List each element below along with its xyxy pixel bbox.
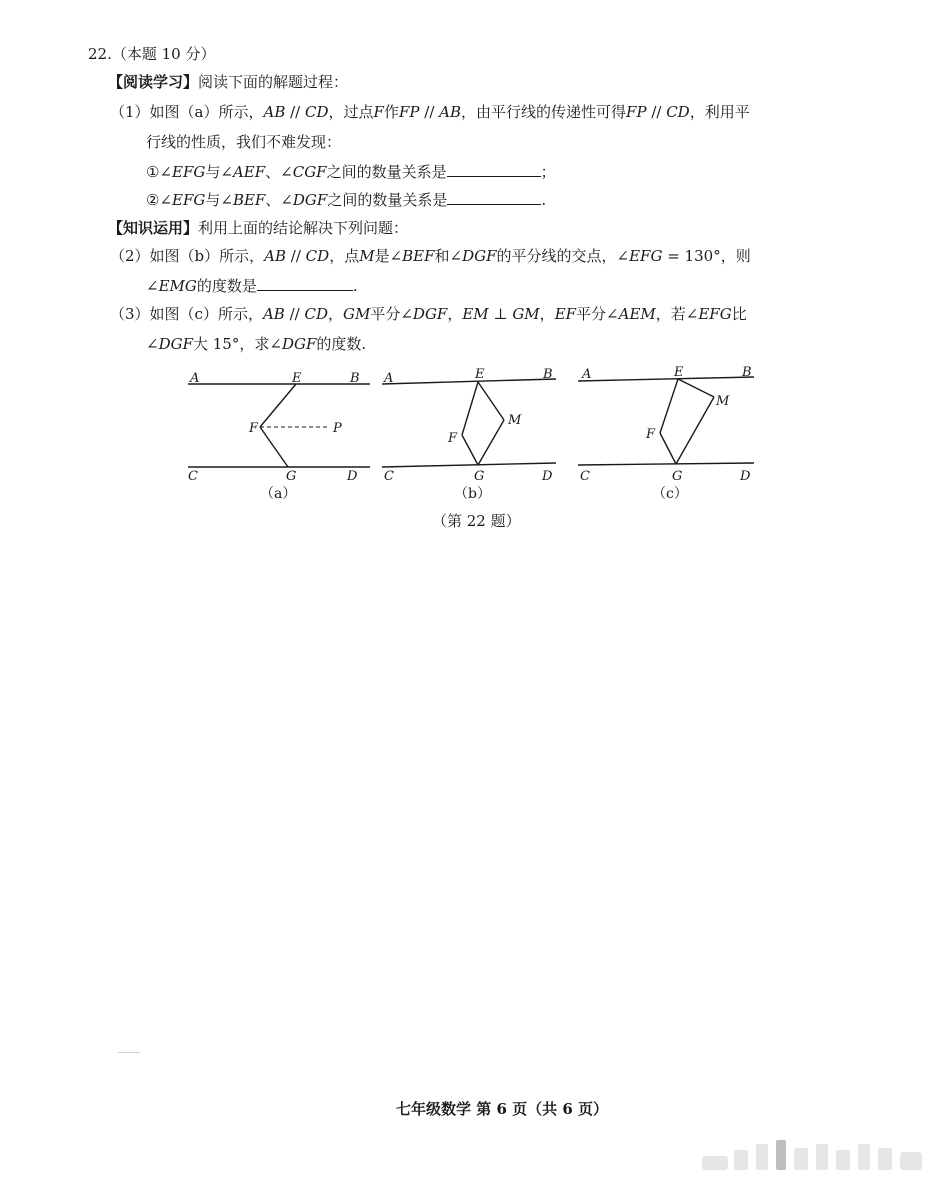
text: ， xyxy=(327,305,343,323)
text: 的平分线的交点，∠ xyxy=(496,247,630,265)
text: CD xyxy=(305,103,329,121)
text: 作 xyxy=(383,103,399,121)
label-g-c: G xyxy=(672,469,683,484)
figure-caption: （第 22 题） xyxy=(432,512,521,530)
caption-c: （c） xyxy=(652,486,688,502)
label-a-a: A xyxy=(190,371,200,386)
question-number: 22. xyxy=(88,45,112,63)
text: 是∠ xyxy=(374,247,403,265)
segment-fg-a xyxy=(260,427,288,467)
label-f-b: F xyxy=(448,431,458,446)
caption-a: （a） xyxy=(260,486,297,502)
text: DGF xyxy=(412,305,448,323)
text: // xyxy=(284,305,305,323)
page-footer: 七年级数学 第 6 页（共 6 页） xyxy=(396,1100,608,1118)
text: EFG xyxy=(172,191,206,209)
text: 平分∠ xyxy=(576,305,619,323)
answer-blank-3[interactable] xyxy=(257,276,353,291)
text: = 130°，则 xyxy=(662,247,751,265)
text: DGF xyxy=(158,335,193,353)
text: // xyxy=(419,103,440,121)
text: ，若∠ xyxy=(655,305,699,323)
segment-em-b xyxy=(478,382,504,420)
label-e-a: E xyxy=(292,371,302,386)
text: AB xyxy=(263,103,286,121)
figure-c xyxy=(578,365,754,502)
label-e-b: E xyxy=(475,367,485,382)
segment-gm-c xyxy=(676,397,714,464)
segment-ef-b xyxy=(462,382,478,435)
text: 比 xyxy=(731,305,747,323)
text: （1）如图（a）所示， xyxy=(110,103,264,121)
reading-header-line xyxy=(108,72,348,92)
line-cd-b xyxy=(382,463,556,467)
text: AEF xyxy=(232,163,266,181)
answer-blank-2[interactable] xyxy=(447,190,541,205)
text: ①∠ xyxy=(146,163,173,181)
segment-fg-b xyxy=(462,435,478,465)
text: ⊥ xyxy=(488,305,513,323)
text: ②∠ xyxy=(146,191,173,209)
text: DGF xyxy=(281,335,317,353)
label-g-b: G xyxy=(474,469,485,484)
part1-line1 xyxy=(110,102,750,122)
figure-a xyxy=(188,371,370,502)
label-d-c: D xyxy=(740,469,751,484)
item1-line xyxy=(146,162,556,182)
text: // xyxy=(646,103,667,121)
text: AB xyxy=(262,305,285,323)
text: （2）如图（b）所示， xyxy=(110,247,265,265)
apply-header-line xyxy=(108,218,408,238)
label-p-a: P xyxy=(333,421,342,436)
label-c-a: C xyxy=(188,469,198,484)
item2-line xyxy=(146,190,546,210)
text: DGF xyxy=(292,191,328,209)
label-g-a: G xyxy=(286,469,297,484)
text: // xyxy=(285,103,306,121)
label-e-c: E xyxy=(674,365,684,380)
segment-gm-b xyxy=(478,420,504,465)
text: BEF xyxy=(232,191,266,209)
text: GM xyxy=(343,305,371,323)
text: F xyxy=(373,103,384,121)
text: . xyxy=(541,191,547,209)
label-m-b: M xyxy=(508,413,522,428)
part2-line2 xyxy=(146,276,358,296)
line-ab-c xyxy=(578,377,754,381)
part1-line2: 行线的性质，我们不难发现： xyxy=(146,133,342,151)
text: ， xyxy=(447,305,463,323)
text: EFG xyxy=(629,247,663,265)
text: ，过点 xyxy=(328,103,374,121)
text: GM xyxy=(512,305,540,323)
text: CGF xyxy=(292,163,327,181)
text: 之间的数量关系是 xyxy=(326,163,447,181)
text: 的度数. xyxy=(316,335,367,353)
text: M xyxy=(359,247,375,265)
label-b-c: B xyxy=(742,365,752,380)
text: 、∠ xyxy=(265,163,293,181)
apply-intro: 利用上面的结论解决下列问题： xyxy=(198,219,409,237)
text: CD xyxy=(304,305,328,323)
label-f-a: F xyxy=(249,421,259,436)
part3-line2 xyxy=(146,334,366,354)
text: ； xyxy=(540,163,556,181)
segment-ef-c xyxy=(660,379,678,433)
label-d-a: D xyxy=(347,469,358,484)
reading-intro: 阅读下面的解题过程： xyxy=(198,73,349,91)
text: ， xyxy=(539,305,555,323)
caption-b: （b） xyxy=(454,486,491,502)
segment-ef-a xyxy=(260,384,296,427)
text: BEF xyxy=(402,247,435,265)
label-d-b: D xyxy=(542,469,553,484)
line-ab-b xyxy=(382,379,556,384)
text: 、∠ xyxy=(265,191,293,209)
text: EFG xyxy=(698,305,732,323)
line-cd-c xyxy=(578,463,754,465)
text: 的度数是 xyxy=(196,277,257,295)
segment-em-c xyxy=(678,379,714,397)
text: ∠ xyxy=(146,277,159,295)
label-f-c: F xyxy=(646,427,656,442)
segment-fg-c xyxy=(660,433,676,464)
text: 之间的数量关系是 xyxy=(327,191,448,209)
figures-group xyxy=(180,362,770,510)
question-score: （本题 10 分） xyxy=(111,45,216,63)
text: ，由平行线的传递性可得 xyxy=(461,103,627,121)
label-m-c: M xyxy=(716,394,730,409)
label-b-b: B xyxy=(543,367,553,382)
text: // xyxy=(286,247,306,265)
text: CD xyxy=(305,247,330,265)
text: . xyxy=(352,277,358,295)
label-c-c: C xyxy=(580,469,590,484)
text: 与∠ xyxy=(205,191,233,209)
text: EFG xyxy=(172,163,206,181)
apply-header: 【知识运用】 xyxy=(108,219,199,237)
text: 平分∠ xyxy=(370,305,413,323)
text: 和∠ xyxy=(434,247,463,265)
text: 与∠ xyxy=(205,163,233,181)
text: EM xyxy=(462,305,489,323)
part2-line1 xyxy=(110,246,751,266)
text: CD xyxy=(666,103,690,121)
figure-b xyxy=(382,367,556,502)
text: AB xyxy=(264,247,287,265)
text: 大 15°，求∠ xyxy=(193,335,282,353)
text: FP xyxy=(626,103,647,121)
text: DGF xyxy=(462,247,497,265)
text: FP xyxy=(398,103,420,121)
text: EMG xyxy=(158,277,197,295)
question-title xyxy=(88,44,215,64)
margin-mark xyxy=(118,1052,140,1053)
label-b-a: B xyxy=(350,371,360,386)
label-a-b: A xyxy=(384,371,394,386)
text: （3）如图（c）所示， xyxy=(110,305,263,323)
text: ∠ xyxy=(146,335,159,353)
watermark-graphic xyxy=(702,1138,932,1178)
text: ，点 xyxy=(329,247,360,265)
label-c-b: C xyxy=(384,469,394,484)
answer-blank-1[interactable] xyxy=(447,162,541,177)
label-a-c: A xyxy=(582,367,592,382)
text: AEM xyxy=(618,305,656,323)
part3-line1 xyxy=(110,304,747,324)
reading-header: 【阅读学习】 xyxy=(108,73,199,91)
text: AB xyxy=(439,103,462,121)
text: ，利用平 xyxy=(689,103,750,121)
text: EF xyxy=(554,305,577,323)
